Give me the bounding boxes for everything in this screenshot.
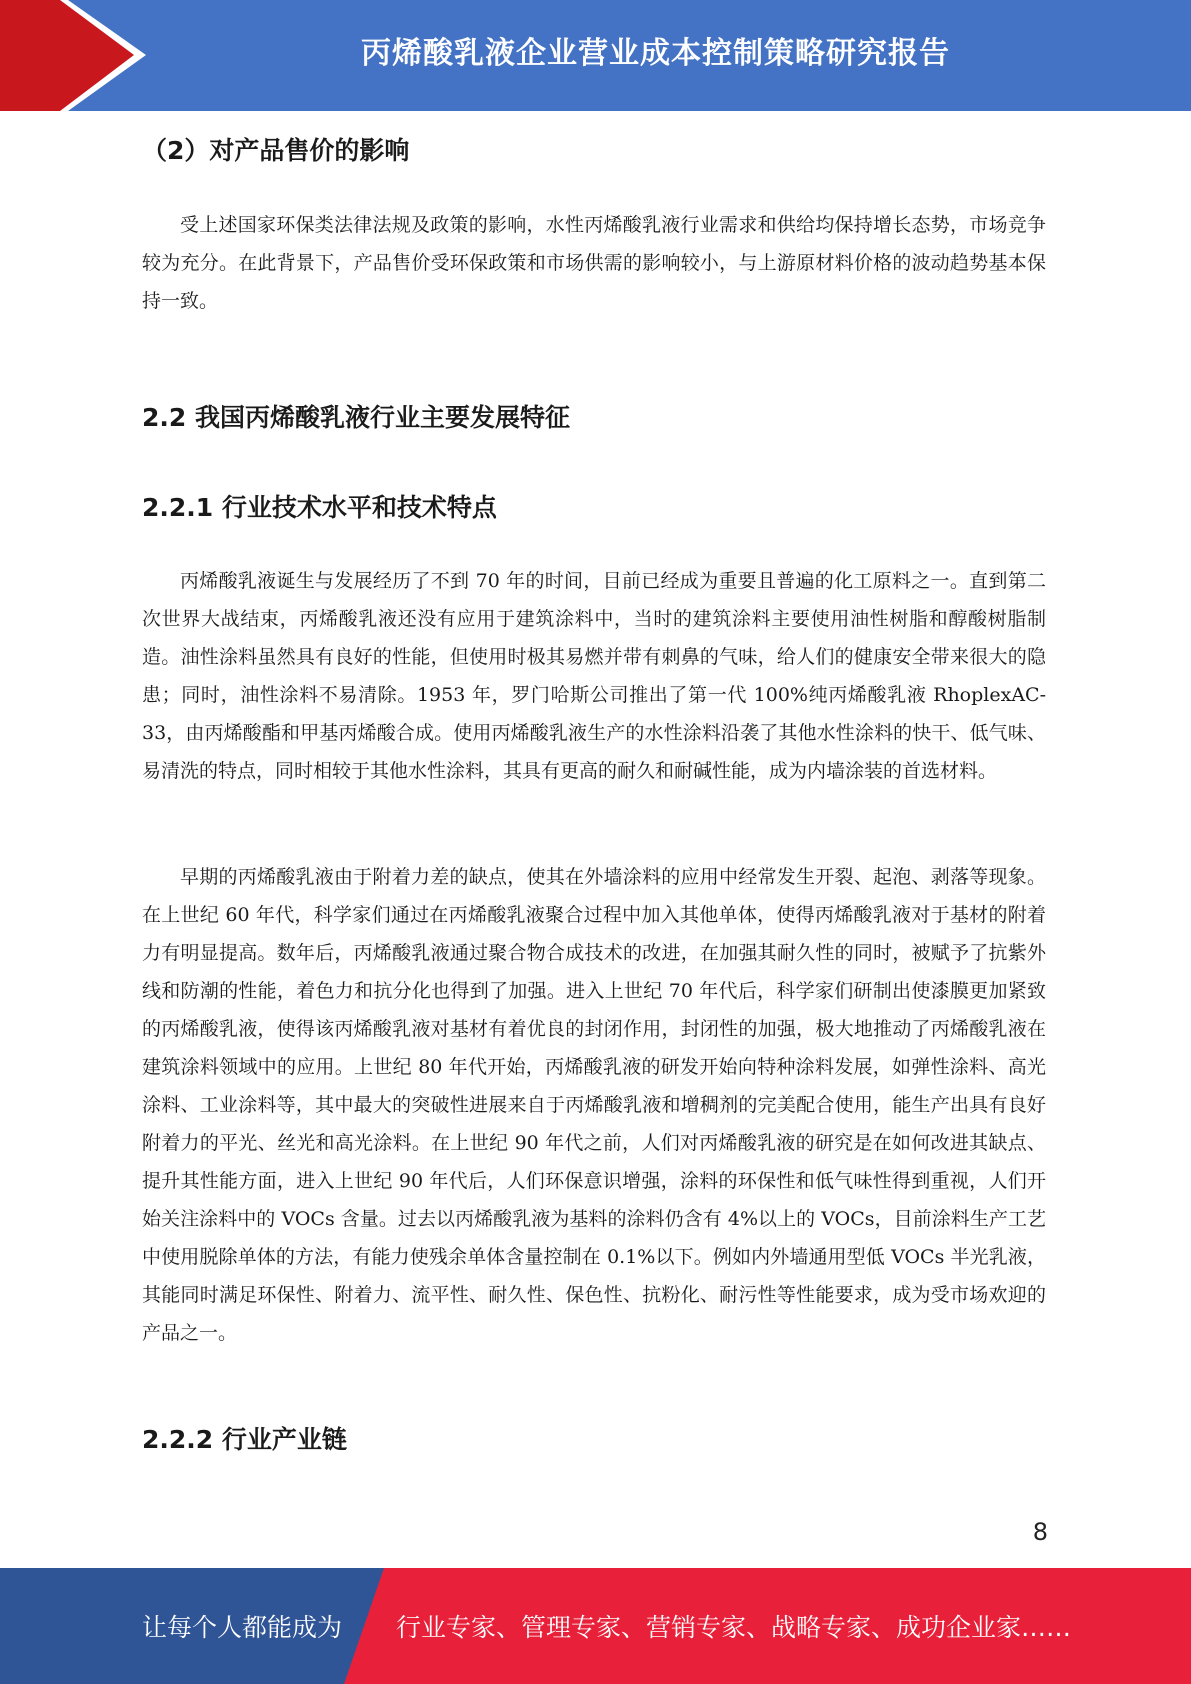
price-impact-heading-wrap bbox=[142, 131, 1046, 167]
footer-slogan-left: 让每个人都能成为 bbox=[142, 1613, 343, 1642]
section-2-2-1-body-1 bbox=[142, 562, 1046, 790]
price-impact-heading: （2）对产品售价的影响 bbox=[142, 136, 410, 165]
tech-evolution-paragraph: 早期的丙烯酸乳液由于附着力差的缺点，使其在外墙涂料的应用中经常发生开裂、起泡、剥落等现象。在上世纪 60 年代，科学家们通过在丙烯酸乳液聚合过程中加入其他单体，使得丙烯酸乳液对于基材的附着力有明显提高。数年后，丙烯酸乳液通过聚合物合成技术的改进，在加强其耐久性的同时，被赋予了抗紫外线和防潮的性能，着色力和抗分化也得到了加强。进入上世纪 70 年代后，科学家们研制出使漆膜更加紧致的丙烯酸乳液，使得该丙烯酸乳液对基材有着优良的封闭作用，封闭性的加强，极大地推动了丙烯酸乳液在建筑涂料领域中的应用。上世纪 80 年代开始，丙烯酸乳液的研发开始向特种涂料发展，如弹性涂料、高光涂料、工业涂料等，其中最大的突破性进展来自于丙烯酸乳液和增稠剂的完美配合使用，能生产出具有良好附着力的平光、丝光和高光涂料。在上世纪 90 年代之前，人们对丙烯酸乳液的研究是在如何改进其缺点、提升其性能方面，进入上世纪 90 年代后，人们环保意识增强，涂料的环保性和低气味性得到重视，人们开始关注涂料中的 VOCs 含量。过去以丙烯酸乳液为基料的涂料仍含有 4%以上的 VOCs，目前涂料生产工艺中使用脱除单体的方法，有能力使残余单体含量控制在 0.1%以下。例如内外墙通用型低 VOCs 半光乳液，其能同时满足环保性、附着力、流平性、耐久性、保色性、抗粉化、耐污性等性能要求，成为受市场欢迎的产品之一。 bbox=[142, 866, 1046, 1344]
section-2-2-1-heading: 2.2.1 行业技术水平和技术特点 bbox=[142, 493, 497, 522]
section-2-2-1-body-2 bbox=[142, 858, 1046, 1352]
page-number: 8 bbox=[1032, 1518, 1048, 1546]
price-impact-section bbox=[142, 206, 1046, 320]
tech-history-paragraph: 丙烯酸乳液诞生与发展经历了不到 70 年的时间，目前已经成为重要且普遍的化工原料之一。直到第二次世界大战结束，丙烯酸乳液还没有应用于建筑涂料中，当时的建筑涂料主要使用油性树脂和醇酸树脂制造。油性涂料虽然具有良好的性能，但使用时极其易燃并带有刺鼻的气味，给人们的健康安全带来很大的隐患；同时，油性涂料不易清除。1953 年，罗门哈斯公司推出了第一代 100%纯丙烯酸乳液 RhoplexAC-33，由丙烯酸酯和甲基丙烯酸合成。使用丙烯酸乳液生产的水性涂料沿袭了其他水性涂料的快干、低气味、易清洗的特点，同时相较于其他水性涂料，其具有更高的耐久和耐碱性能，成为内墙涂装的首选材料。 bbox=[142, 570, 1046, 782]
page-footer bbox=[0, 1568, 1191, 1684]
report-title: 丙烯酸乳液企业营业成本控制策略研究报告 bbox=[361, 36, 950, 71]
section-2-2-1 bbox=[142, 488, 1046, 524]
section-2-2-heading: 2.2 我国丙烯酸乳液行业主要发展特征 bbox=[142, 403, 570, 432]
footer-slogan-right: 行业专家、管理专家、营销专家、战略专家、成功企业家…… bbox=[396, 1613, 1072, 1642]
section-2-2-2-heading: 2.2.2 行业产业链 bbox=[142, 1425, 347, 1454]
section-2-2 bbox=[142, 398, 1046, 434]
page-header bbox=[0, 0, 1191, 111]
section-2-2-2 bbox=[142, 1420, 1046, 1456]
price-impact-paragraph: 受上述国家环保类法律法规及政策的影响，水性丙烯酸乳液行业需求和供给均保持增长态势，市场竞争较为充分。在此背景下，产品售价受环保政策和市场供需的影响较小，与上游原材料价格的波动趋势基本保持一致。 bbox=[142, 214, 1046, 312]
